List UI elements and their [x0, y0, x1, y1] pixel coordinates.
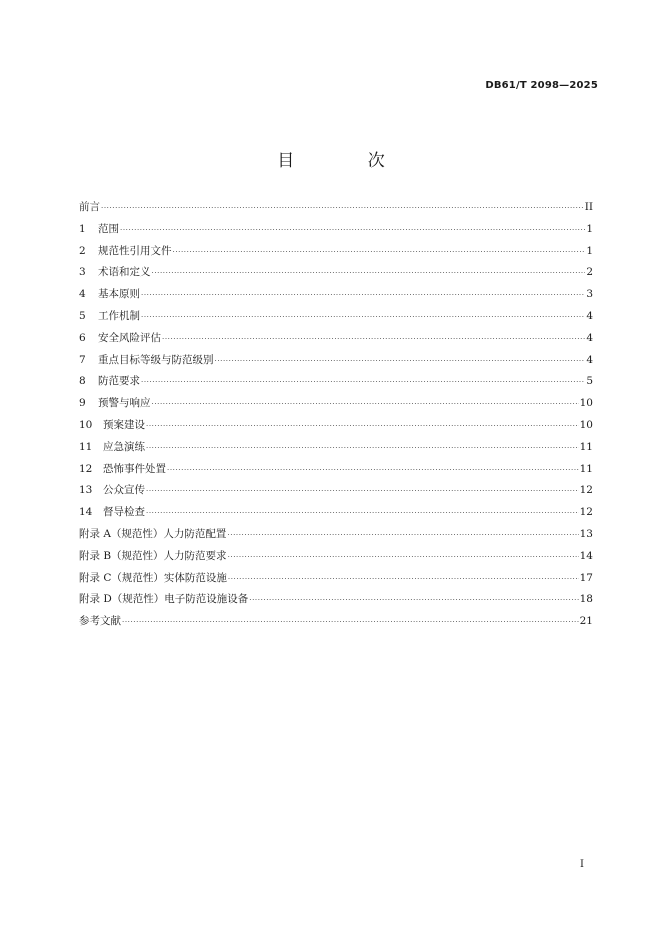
toc-entry-number: 5 — [79, 309, 86, 322]
toc-entry-label: 预警与响应 — [98, 397, 151, 410]
toc-dot-leader — [228, 571, 579, 582]
toc-entry-page: 2 — [586, 266, 593, 279]
toc-dot-leader — [249, 593, 578, 604]
toc-entry-label: 附录 A（规范性）人力防范配置 — [79, 527, 227, 540]
toc-entry-page: 17 — [579, 571, 593, 584]
toc-entry-number: 4 — [79, 288, 86, 301]
toc-entry-number: 6 — [79, 331, 86, 344]
toc-entry-page: 3 — [586, 288, 593, 301]
toc-entry-page: 12 — [579, 484, 593, 497]
toc-entry[interactable] — [79, 199, 593, 221]
toc-entry[interactable] — [79, 373, 593, 395]
toc-entry-number: 2 — [79, 244, 86, 257]
toc-dot-leader — [141, 288, 585, 299]
toc-dot-leader — [146, 440, 579, 451]
toc-dot-leader — [146, 418, 579, 429]
toc-entry-label: 附录 D（规范性）电子防范设施设备 — [79, 593, 249, 606]
toc-entry[interactable] — [79, 264, 593, 286]
toc-entry-label: 安全风险评估 — [98, 331, 161, 344]
toc-entry-number: 11 — [79, 440, 93, 453]
toc-entry[interactable] — [79, 461, 593, 483]
toc-entry-number: 8 — [79, 375, 86, 388]
toc-entry-page: 11 — [579, 440, 593, 453]
toc-entry-number: 14 — [79, 506, 93, 519]
toc-entry[interactable] — [79, 591, 593, 613]
toc-entry-page: 4 — [586, 309, 593, 322]
toc-dot-leader — [101, 201, 584, 212]
toc-entry-label: 前言 — [79, 201, 100, 213]
toc-dot-leader — [167, 462, 579, 473]
toc-entry-number: 10 — [79, 418, 93, 431]
toc-title: 目 次 — [277, 151, 419, 171]
toc-entry[interactable] — [79, 286, 593, 308]
toc-dot-leader — [146, 506, 579, 517]
toc-entry-page: 4 — [586, 331, 593, 344]
toc-dot-leader — [141, 309, 585, 320]
toc-entry-number: 3 — [79, 266, 86, 279]
toc-entry[interactable] — [79, 308, 593, 330]
toc-entry-label: 附录 C（规范性）实体防范设施 — [79, 571, 227, 584]
toc-dot-leader — [152, 266, 586, 277]
toc-dot-leader — [120, 222, 585, 233]
toc-dot-leader — [173, 244, 586, 255]
toc-entry-label: 恐怖事件处置 — [103, 462, 166, 475]
toc-entry-page: 5 — [586, 375, 593, 388]
toc-dot-leader — [228, 549, 579, 560]
toc-entry[interactable] — [79, 221, 593, 243]
toc-entry-label: 预案建设 — [103, 418, 145, 431]
toc-entry[interactable] — [79, 482, 593, 504]
toc-entry-label: 防范要求 — [98, 375, 140, 388]
toc-dot-leader — [227, 527, 578, 538]
toc-dot-leader — [141, 375, 585, 386]
toc-entry-label: 公众宣传 — [103, 484, 145, 497]
toc-entry-number: 13 — [79, 484, 93, 497]
toc-entry-page: 4 — [586, 353, 593, 366]
toc-entry-page: 1 — [586, 222, 593, 235]
toc-entry[interactable] — [79, 330, 593, 352]
toc-entry-number: 12 — [79, 462, 93, 475]
toc-entry-label: 应急演练 — [103, 440, 145, 453]
toc-entry[interactable] — [79, 395, 593, 417]
toc-entry-page: II — [584, 201, 593, 213]
toc-entry-number: 9 — [79, 397, 86, 410]
toc-entry-page: 10 — [579, 397, 593, 410]
toc-entry[interactable] — [79, 570, 593, 592]
toc-entry-page: 18 — [579, 593, 593, 606]
toc-entry-page: 1 — [586, 244, 593, 257]
toc-dot-leader — [215, 353, 586, 364]
toc-entry[interactable] — [79, 439, 593, 461]
table-of-contents — [79, 199, 593, 635]
toc-entry-number: 1 — [79, 222, 86, 235]
toc-entry-page: 12 — [579, 506, 593, 519]
document-code: DB61/T 2098—2025 — [485, 80, 598, 91]
toc-entry-number: 7 — [79, 353, 86, 366]
toc-entry[interactable] — [79, 526, 593, 548]
toc-entry[interactable] — [79, 243, 593, 265]
toc-entry[interactable] — [79, 548, 593, 570]
page-number: I — [580, 859, 584, 870]
toc-entry[interactable] — [79, 417, 593, 439]
toc-dot-leader — [122, 615, 579, 626]
toc-entry[interactable] — [79, 613, 593, 635]
toc-entry[interactable] — [79, 504, 593, 526]
toc-entry-label: 工作机制 — [98, 309, 140, 322]
toc-entry-label: 附录 B（规范性）人力防范要求 — [79, 549, 227, 562]
toc-entry-label: 重点目标等级与防范级别 — [98, 353, 214, 366]
toc-dot-leader — [152, 397, 579, 408]
toc-entry-label: 术语和定义 — [98, 266, 151, 279]
toc-entry-label: 参考文献 — [79, 615, 121, 628]
toc-entry-page: 10 — [579, 418, 593, 431]
toc-entry-label: 范围 — [98, 222, 119, 235]
toc-entry[interactable] — [79, 352, 593, 374]
toc-entry-page: 14 — [579, 549, 593, 562]
toc-entry-page: 11 — [579, 462, 593, 475]
toc-dot-leader — [146, 484, 579, 495]
toc-entry-label: 督导检查 — [103, 506, 145, 519]
toc-entry-label: 规范性引用文件 — [98, 244, 172, 257]
toc-entry-label: 基本原则 — [98, 288, 140, 301]
toc-entry-page: 13 — [579, 527, 593, 540]
toc-dot-leader — [162, 331, 585, 342]
toc-entry-page: 21 — [579, 615, 593, 628]
